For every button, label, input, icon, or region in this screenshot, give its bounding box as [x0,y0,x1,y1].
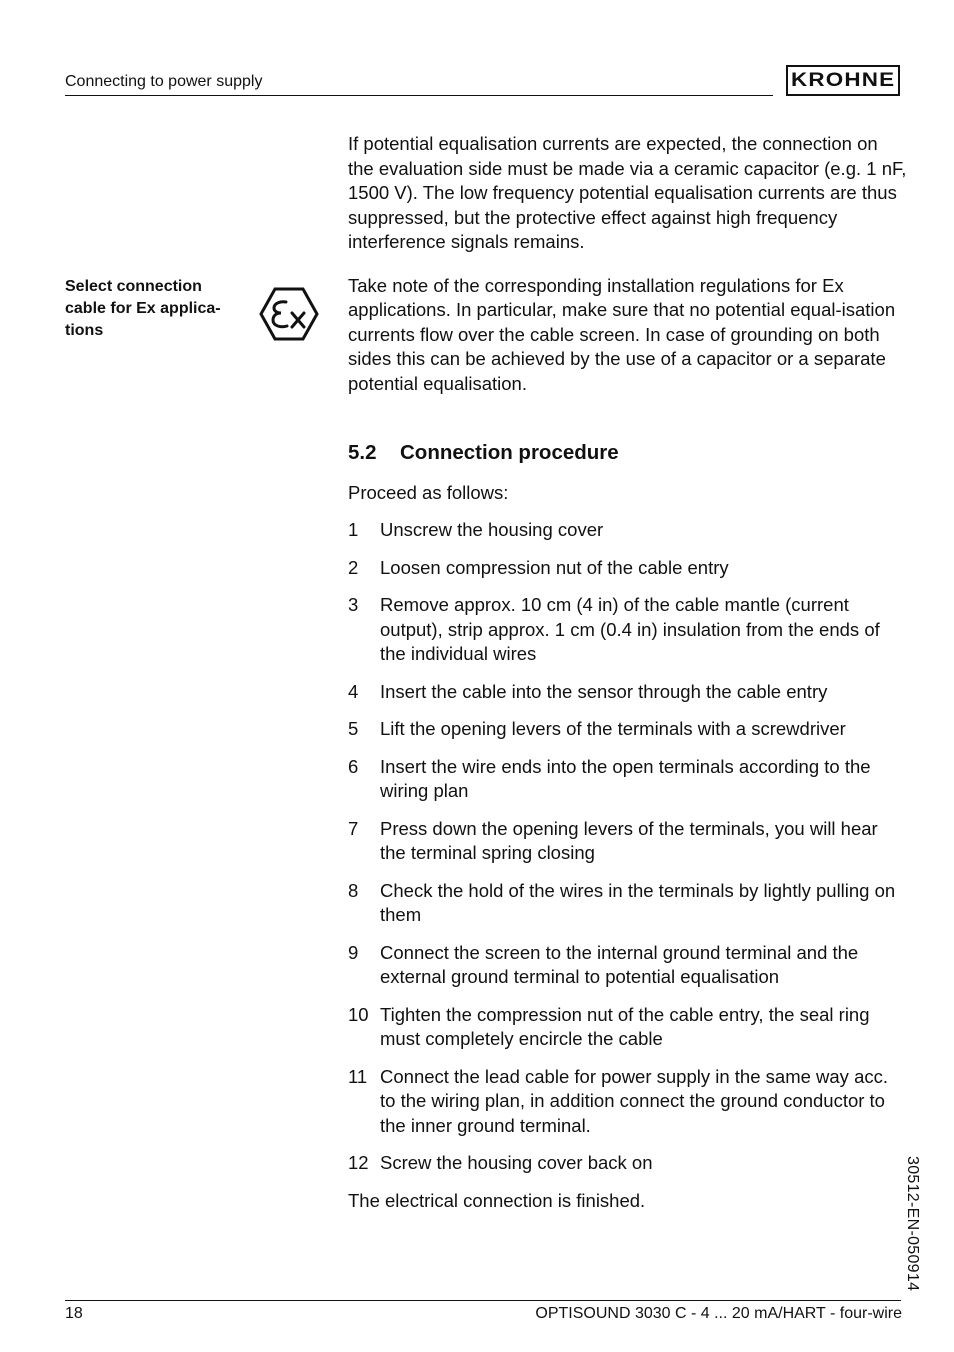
step-number: 9 [348,941,359,963]
list-item [348,879,908,928]
page-number: 18 [65,1305,83,1322]
list-item [348,518,908,543]
step-text: Loosen compression nut of the cable entry [380,556,729,578]
document-code: 30512-EN-050914 [904,1156,921,1292]
step-number: 5 [348,718,359,739]
step-number: 8 [348,879,359,901]
paragraph-potential-equalisation: If potential equalisation currents are expected, the connection on the evaluation side must be made via a ceramic capacitor (e.g. 1 nF, 1500 V). The low frequency potential equalisation currents are thus suppressed, but the protective effect against high frequency interference signals remains. [348,133,907,252]
step-text: Unscrew the housing cover [380,519,604,540]
page-header-title: Connecting to power supply [65,73,263,90]
footer-divider [65,1300,901,1301]
ex-icon [259,286,319,342]
procedure-intro: Proceed as follows: [348,481,509,503]
main-content [348,132,908,1213]
step-number: 7 [348,817,359,839]
list-item [348,817,908,866]
list-item [348,593,908,667]
krohne-logo [786,65,900,96]
section-heading [348,441,908,466]
section-number: 5.2 [348,441,377,464]
step-text: Connect the screen to the internal ground terminal and the external ground terminal to potential equalisation [380,941,859,987]
list-item [348,1003,908,1052]
step-number: 3 [348,594,359,615]
step-text: Check the hold of the wires in the terminals by lightly pulling on them [380,879,896,925]
list-item [348,941,908,990]
section-title: Connection procedure [400,441,619,464]
step-text: Connect the lead cable for power supply in the same way acc. to the wiring plan, in addition connect the ground conductor to the inner ground terminal. [380,1065,889,1136]
step-text: Insert the wire ends into the open terminals according to the wiring plan [380,755,871,801]
step-text: Screw the housing cover back on [380,1152,653,1173]
step-text: Press down the opening levers of the terminals, you will hear the terminal spring closing [380,817,878,863]
step-text: Tighten the compression nut of the cable entry, the seal ring must completely encircle the cable [380,1003,870,1049]
step-number: 12 [348,1152,369,1173]
step-number: 11 [348,1065,368,1087]
step-number: 2 [348,556,359,578]
list-item [348,556,908,581]
list-item [348,1065,908,1139]
header-divider [65,95,773,96]
step-text: Remove approx. 10 cm (4 in) of the cable mantle (current output), strip approx. 1 cm (0.4 in) insulation from the ends of the individual wires [380,594,880,664]
procedure-steps [348,518,908,1176]
step-number: 10 [348,1003,369,1025]
footer-product-name: OPTISOUND 3030 C - 4 ... 20 mA/HART - four-wire [535,1305,902,1322]
list-item [348,680,908,705]
paragraph-ex-regulations: Take note of the corresponding installation regulations for Ex applications. In particular, make sure that no potential equal-isation currents flow over the cable screen. In case of grounding on both sides this can be achieved by the use of a capacitor or a separate potential equalisation. [348,274,896,394]
step-number: 1 [348,519,359,540]
side-note-label: Select connection cable for Ex applica-tions [65,278,221,339]
step-number: 6 [348,755,359,777]
step-text: Lift the opening levers of the terminals with a screwdriver [380,718,846,739]
list-item [348,1151,908,1176]
closing-text: The electrical connection is finished. [348,1189,646,1211]
list-item [348,755,908,804]
list-item [348,717,908,742]
step-number: 4 [348,680,359,702]
step-text: Insert the cable into the sensor through the cable entry [380,680,828,702]
logo-text: KROHNE [790,69,896,91]
